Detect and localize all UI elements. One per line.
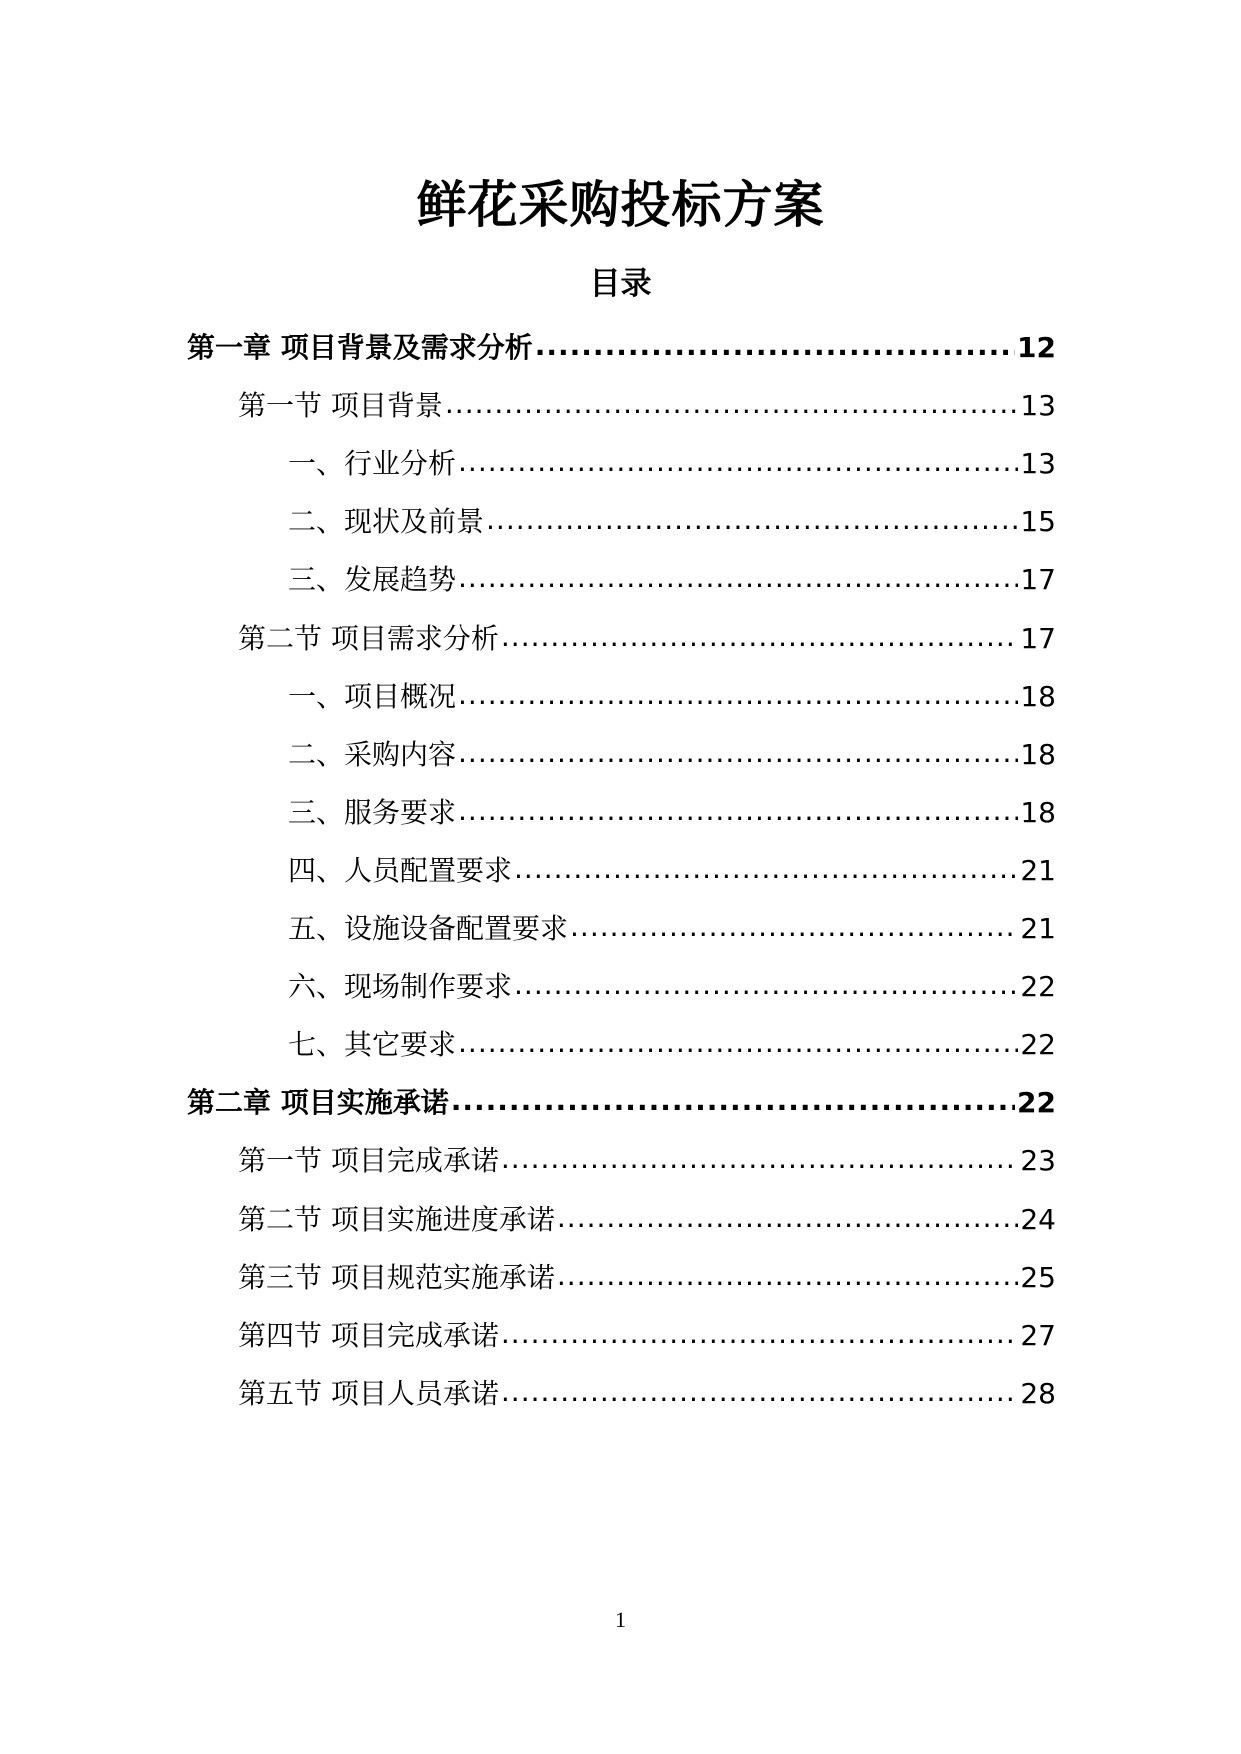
toc-entry-label: 一、行业分析 — [288, 447, 457, 481]
toc-entry[interactable] — [238, 1131, 1056, 1181]
toc-entry[interactable] — [288, 841, 1056, 891]
toc-entry[interactable] — [288, 899, 1056, 949]
toc-entry-page: 22 — [1020, 1028, 1056, 1062]
toc-entry-label: 五、设施设备配置要求 — [288, 912, 569, 945]
toc-heading: 目录 — [589, 266, 652, 302]
toc-dot-leader — [458, 1025, 1018, 1065]
toc-entry[interactable] — [288, 492, 1056, 542]
toc-entry[interactable] — [288, 550, 1056, 600]
toc-dot-leader — [458, 444, 1018, 484]
toc-entry-label: 第四节 项目完成承诺 — [238, 1318, 499, 1352]
toc-dot-leader — [486, 502, 1018, 542]
toc-entry-label: 第二节 项目实施进度承诺 — [238, 1202, 555, 1236]
toc-entry-page: 18 — [1020, 795, 1056, 829]
toc-entry-label: 三、发展趋势 — [288, 563, 457, 597]
toc-entry-page: 22 — [1020, 970, 1056, 1004]
toc-dot-leader — [557, 1258, 1018, 1298]
toc-dot-leader — [501, 1374, 1018, 1414]
toc-entry-page: 28 — [1020, 1376, 1056, 1410]
toc-entry[interactable] — [238, 609, 1056, 659]
toc-entry-page: 24 — [1020, 1202, 1056, 1236]
toc-entry-page: 23 — [1020, 1144, 1056, 1178]
toc-entry[interactable] — [238, 1190, 1056, 1240]
toc-entry[interactable] — [238, 1248, 1056, 1298]
toc-entry[interactable] — [288, 434, 1056, 484]
toc-entry-label: 二、现状及前景 — [288, 505, 485, 539]
toc-dot-leader — [445, 386, 1018, 426]
toc-dot-leader — [451, 1083, 1015, 1123]
toc-dot-leader — [501, 1316, 1018, 1356]
toc-entry-label: 一、项目概况 — [288, 679, 457, 713]
toc-entry[interactable] — [238, 1364, 1056, 1414]
toc-entry[interactable] — [238, 1306, 1056, 1356]
toc-dot-leader — [501, 1141, 1018, 1181]
toc-entry-page: 18 — [1020, 737, 1056, 771]
toc-entry-label: 六、现场制作要求 — [288, 970, 513, 1004]
toc-entry-label: 第一节 项目完成承诺 — [238, 1144, 499, 1178]
toc-entry[interactable] — [288, 1015, 1056, 1065]
toc-entry-page: 18 — [1020, 679, 1056, 713]
toc-entry-label: 七、其它要求 — [288, 1028, 457, 1062]
toc-entry-label: 第一节 项目背景 — [238, 389, 443, 423]
toc-entry-page: 22 — [1017, 1086, 1056, 1120]
toc-entry[interactable] — [288, 725, 1056, 775]
toc-dot-leader — [557, 1200, 1018, 1240]
toc-entry[interactable] — [288, 957, 1056, 1007]
toc-entry-label: 第二节 项目需求分析 — [238, 621, 499, 655]
toc-entry[interactable] — [288, 667, 1056, 717]
toc-entry[interactable] — [238, 376, 1056, 426]
toc-entry-page: 17 — [1020, 621, 1056, 655]
toc-entry-page: 25 — [1020, 1260, 1056, 1294]
toc-dot-leader — [501, 619, 1018, 659]
toc-entry-label: 第五节 项目人员承诺 — [238, 1376, 499, 1410]
toc-dot-leader — [570, 909, 1018, 949]
toc-dot-leader — [514, 851, 1018, 891]
toc-entry-label: 二、采购内容 — [288, 737, 457, 771]
toc-entry[interactable] — [187, 318, 1056, 368]
toc-entry-page: 13 — [1020, 447, 1056, 481]
toc-entry-page: 15 — [1020, 505, 1056, 539]
toc-dot-leader — [514, 967, 1018, 1007]
toc-entry[interactable] — [288, 783, 1056, 833]
toc-dot-leader — [535, 328, 1015, 368]
toc-entry-label: 第一章 项目背景及需求分析 — [187, 331, 533, 364]
toc-dot-leader — [458, 560, 1018, 600]
toc-entry-page: 21 — [1020, 912, 1056, 945]
toc-entry-page: 17 — [1020, 563, 1056, 597]
toc-dot-leader — [458, 793, 1018, 833]
toc-entry-page: 12 — [1017, 331, 1056, 364]
toc-entry-page: 13 — [1020, 389, 1056, 423]
toc-dot-leader — [458, 677, 1018, 717]
toc-entry-label: 第二章 项目实施承诺 — [187, 1086, 449, 1120]
document-title: 鲜花采购投标方案 — [416, 176, 825, 234]
toc-entry-page: 27 — [1020, 1318, 1056, 1352]
toc-entry-page: 21 — [1020, 853, 1056, 887]
page-number: 1 — [615, 1607, 626, 1632]
toc-entry-label: 三、服务要求 — [288, 795, 457, 829]
toc-dot-leader — [458, 735, 1018, 775]
toc-entry-label: 四、人员配置要求 — [288, 853, 513, 887]
toc-entry[interactable] — [187, 1073, 1056, 1123]
toc-entry-label: 第三节 项目规范实施承诺 — [238, 1260, 555, 1294]
